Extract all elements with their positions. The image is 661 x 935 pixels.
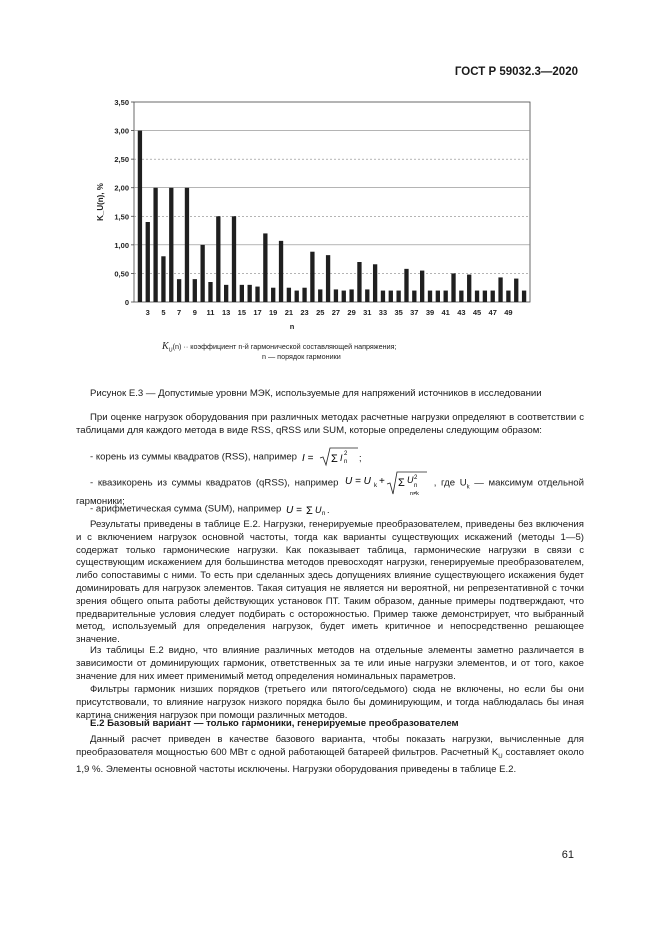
bar xyxy=(475,291,479,302)
y-tick-label: 3,50 xyxy=(114,98,129,107)
x-tick-label: 9 xyxy=(192,308,197,317)
bar xyxy=(444,291,448,302)
svg-text:I =: I = xyxy=(301,453,314,464)
bar xyxy=(216,216,220,302)
svg-text:I: I xyxy=(339,453,343,463)
svg-text:n: n xyxy=(414,483,418,489)
svg-text:2: 2 xyxy=(343,451,348,457)
bar xyxy=(224,285,228,302)
svg-text:U: U xyxy=(315,505,322,515)
svg-text:Σ: Σ xyxy=(330,453,338,465)
x-tick-label: 13 xyxy=(221,308,231,317)
bar xyxy=(451,273,455,302)
figure-caption: Рисунок Е.3 — Допустимые уровни МЭК, используемые для напряжений источников в исследовании xyxy=(90,388,542,399)
bar xyxy=(483,291,487,302)
x-tick-label: 43 xyxy=(457,308,466,317)
section-heading-e2: Е.2 Базовый вариант — только гармоники, генерируемые преобразователем xyxy=(90,718,459,729)
bar xyxy=(271,288,275,302)
paragraph-intro: При оценке нагрузок оборудования при различных методах расчетные нагрузки определяют в соответствии с таблицами для каждого метода в виде RSS, qRSS или SUM, которые определены следующим образом: xyxy=(76,412,584,436)
x-tick-label: 7 xyxy=(177,308,182,317)
x-tick-label: 15 xyxy=(237,308,247,317)
bar xyxy=(161,256,165,302)
x-tick-label: 19 xyxy=(269,308,278,317)
bar xyxy=(428,291,432,302)
qrss-formula xyxy=(343,470,429,496)
bar xyxy=(208,282,212,302)
y-tick-label: 1,00 xyxy=(114,240,129,250)
chart-svg xyxy=(90,92,540,342)
base-case-sub: U xyxy=(498,753,503,760)
svg-text:k: k xyxy=(374,483,378,489)
svg-text:n≠k: n≠k xyxy=(410,491,419,496)
bar xyxy=(365,289,369,302)
x-tick-label: 37 xyxy=(410,308,419,317)
svg-text:2: 2 xyxy=(414,475,418,481)
x-tick-label: 29 xyxy=(347,308,356,317)
base-case-text-a: Данный расчет приведен в качестве базового варианта, чтобы показать нагрузки, вычисленные для преобразователя мощностью 600 МВт с одной работающей батареей фильтров. Расчетный K xyxy=(76,734,584,758)
qrss-tail-2: — максимум отдельной гармоники; xyxy=(76,477,584,507)
svg-text:U =: U = xyxy=(286,505,302,516)
paragraph-base-case xyxy=(76,734,584,776)
y-axis-label: K_U(n), % xyxy=(96,183,105,221)
bar xyxy=(342,291,346,302)
bar xyxy=(396,291,400,302)
bar xyxy=(522,291,526,302)
x-tick-label: 49 xyxy=(504,308,513,317)
bar xyxy=(389,291,393,302)
bar xyxy=(185,188,189,302)
svg-text:+: + xyxy=(379,476,385,487)
x-tick-label: 25 xyxy=(316,308,325,317)
x-tick-label: 31 xyxy=(363,308,372,317)
x-tick-label: 5 xyxy=(161,308,166,317)
bar xyxy=(326,255,330,302)
bar xyxy=(412,291,416,302)
bar xyxy=(420,271,424,302)
page-number: 61 xyxy=(561,849,574,861)
qrss-text: - квазикорень из суммы квадратов (qRSS), например xyxy=(90,477,339,489)
legend-line-2: n — порядок гармоники xyxy=(262,352,341,361)
rss-formula xyxy=(300,446,362,468)
sum-line xyxy=(76,500,584,518)
bar xyxy=(302,288,306,302)
bar xyxy=(248,285,252,302)
bar xyxy=(514,279,518,302)
document-id-header: ГОСТ Р 59032.3—2020 xyxy=(454,66,578,78)
y-tick-label: 0 xyxy=(124,298,129,307)
bar xyxy=(200,245,204,302)
y-tick-label: 1,50 xyxy=(114,212,129,222)
plot-frame xyxy=(134,102,530,302)
bar xyxy=(436,291,440,302)
x-tick-label: 3 xyxy=(145,308,150,317)
bar xyxy=(279,241,283,302)
legend-symbol: K xyxy=(162,341,169,352)
bar xyxy=(169,188,173,302)
legend-symbol-sub: U xyxy=(168,347,173,354)
sum-formula xyxy=(284,500,334,518)
x-tick-label: 21 xyxy=(284,308,294,317)
x-tick-label: 27 xyxy=(331,308,341,317)
y-tick-label: 0,50 xyxy=(114,269,129,279)
bar xyxy=(232,216,236,302)
sum-text: - арифметическая сумма (SUM), например xyxy=(90,503,282,515)
rss-text: - корень из суммы квадратов (RSS), например xyxy=(90,451,297,463)
bar xyxy=(381,291,385,302)
x-axis-label: n xyxy=(289,322,295,331)
rss-line xyxy=(76,446,584,468)
svg-text:n: n xyxy=(322,511,326,517)
svg-text:n: n xyxy=(343,459,348,465)
x-tick-label: 47 xyxy=(488,308,497,317)
y-tick-label: 2,00 xyxy=(114,183,129,193)
bar xyxy=(295,291,299,302)
paragraph-results: Результаты приведены в таблице Е.2. Нагрузки, генерируемые преобразователем, приведены без включения и с включением нагрузок основной частоты, тогда как варианты существующих искажений (методы 1—5) содержат только гармонические нагрузки. Как показывает таблица, гармонические нагрузки в связи с существующим искажением для большинства методов превосходят нагрузки, генерируемые преобразователем, либо сопоставимы с ними. То есть при сделанных здесь допущениях влияние существующего искажения будет доминировать для нагрузок элементов. Такая ситуация не является ни вероятной, ни репрезентативной с точки зрения общего опыта работы действующих установок ПТ. Таким образом, данные примеры подтверждают, что предварительные условия следует подбирать с осторожностью. Пример также демонстрирует, что выбранный метод, используемый для определения нагрузок, будет иметь критичное и непосредственно решающее значение. xyxy=(76,519,584,646)
bar xyxy=(146,222,150,302)
x-tick-label: 39 xyxy=(425,308,435,317)
paragraph-filters: Фильтры гармоник низших порядков (третьего или пятого/седьмого) сюда не включены, но если бы они присутствовали, то влияние нагрузок низкого порядка было бы доминирующим, и тогда наблюдалась бы иная картина снижения нагрузок при помощи различных методов. xyxy=(76,684,584,721)
x-tick-label: 35 xyxy=(394,308,403,317)
bar xyxy=(310,252,314,302)
bar xyxy=(498,277,502,302)
bar xyxy=(138,131,142,302)
x-tick-label: 45 xyxy=(472,308,482,317)
bar xyxy=(318,289,322,302)
bar xyxy=(153,188,157,302)
bar xyxy=(255,287,259,302)
x-tick-label: 11 xyxy=(206,308,215,317)
bar xyxy=(506,291,510,302)
y-tick-label: 2,50 xyxy=(114,155,129,165)
bar xyxy=(467,275,471,302)
bar xyxy=(357,262,361,302)
bar xyxy=(240,285,244,302)
x-tick-label: 23 xyxy=(300,308,309,317)
bar xyxy=(404,269,408,302)
bar xyxy=(334,289,338,302)
bar xyxy=(263,233,267,302)
svg-text:;: ; xyxy=(358,453,362,463)
legend-line-1-text: (n) ·· коэффициент n-й гармонической составляющей напряжения; xyxy=(172,342,397,351)
qrss-tail: , где U xyxy=(433,477,467,489)
bar xyxy=(177,279,181,302)
svg-text:U = U: U = U xyxy=(345,476,371,487)
bar xyxy=(193,279,197,302)
svg-text:U: U xyxy=(407,475,414,485)
qrss-line: - квазикорень из суммы квадратов (qRSS), например U = U k + Σ U 2 n n≠k , где $U_k$ — максимум отдельной гармоники; xyxy=(76,470,584,509)
y-tick-label: 3,00 xyxy=(114,126,129,136)
svg-text:Σ: Σ xyxy=(398,477,405,489)
bar xyxy=(373,264,377,302)
svg-text:Σ: Σ xyxy=(306,505,313,517)
bar xyxy=(287,288,291,302)
svg-text:.: . xyxy=(327,505,330,515)
harmonics-bar-chart xyxy=(90,92,540,342)
x-tick-label: 17 xyxy=(253,308,262,317)
x-tick-label: 33 xyxy=(378,308,388,317)
x-tick-label: 41 xyxy=(441,308,450,317)
paragraph-table-e2: Из таблицы Е.2 видно, что влияние различных методов на отдельные элементы заметно различается в зависимости от доминирующих гармоник, ответственных за те или иные нагрузки элементов, и от того, какое значение для них имеет применимый метод определения номинальных параметров. xyxy=(76,645,584,682)
base-case-text-b: составляет около 1,9 %. Элементы основной частоты исключены. Нагрузки оборудования приведены в таблице Е.2. xyxy=(76,746,584,775)
bar xyxy=(491,291,495,302)
bar xyxy=(459,291,463,302)
bar xyxy=(349,289,353,302)
